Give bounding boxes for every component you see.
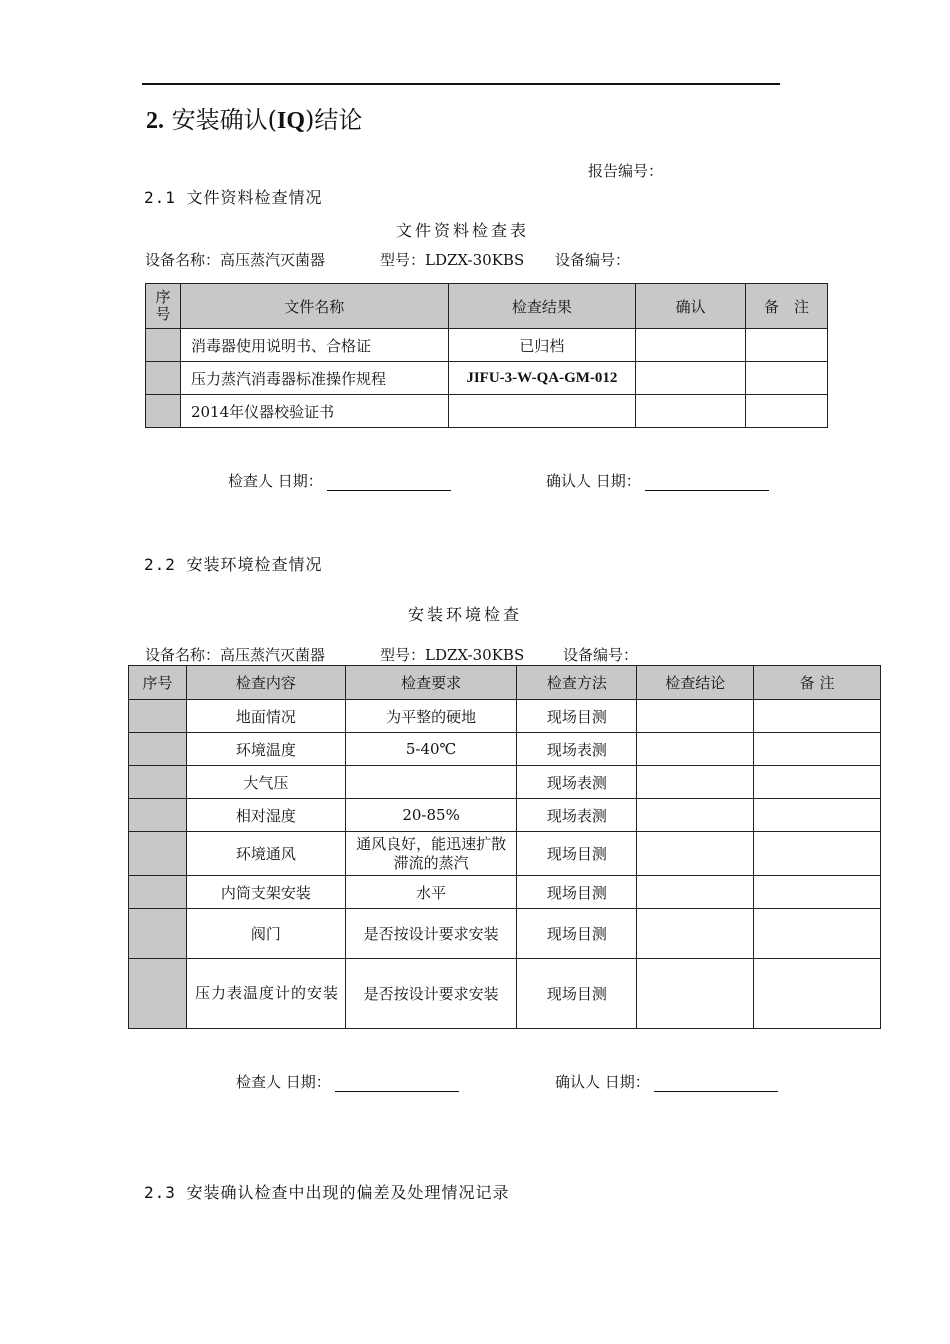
conclusion-cell [637,733,754,766]
table-row [146,329,828,362]
section-2-1-title: 2.1 文件资料检查情况 [144,188,323,207]
confirm-cell [636,362,746,395]
document-check-table [145,283,828,428]
note-cell [754,700,881,733]
row-index-cell [129,959,187,1029]
confirmer-label: 确认人 日期： [555,1073,650,1091]
doc-table-title: 文件资料检查表 [396,221,530,240]
table-row [129,876,881,909]
col-header: 确认 [636,284,746,329]
confirmer-signature-2 [555,1071,778,1092]
table-row [146,362,828,395]
table-row [129,700,881,733]
requirement-cell: 水平 [345,876,517,909]
confirmer-signature [546,470,769,491]
result-cell: JIFU-3-W-QA-GM-012 [448,362,636,395]
note-cell [754,832,881,876]
conclusion-cell [637,959,754,1029]
col-header: 检查内容 [186,666,345,700]
row-index-cell [146,362,181,395]
note-cell [754,766,881,799]
row-index-cell [129,832,187,876]
requirement-cell [345,766,517,799]
col-header: 序号 [129,666,187,700]
col-header: 备 注 [754,666,881,700]
col-header: 检查方法 [517,666,637,700]
confirm-cell [636,329,746,362]
checker-label: 检查人 日期： [228,472,323,490]
requirement-cell: 20-85% [345,799,517,832]
top-rule [142,83,780,85]
method-cell: 现场目测 [517,832,637,876]
row-index-cell [129,909,187,959]
equipment-model: 型号：LDZX-30KBS [380,646,525,664]
table-row [129,766,881,799]
row-index-cell [129,766,187,799]
confirm-cell [636,395,746,428]
report-number-label: 报告编号： [588,162,664,180]
conclusion-cell [637,766,754,799]
signature-line [335,1077,459,1092]
requirement-cell: 5-40℃ [345,733,517,766]
table-row [129,909,881,959]
file-name-cell: 2014年仪器校验证书 [180,395,448,428]
equipment-number: 设备编号： [563,646,639,664]
file-name-cell: 消毒器使用说明书、合格证 [180,329,448,362]
environment-check-table [128,665,881,1029]
col-header: 序号 [146,284,181,329]
table-row [129,733,881,766]
equipment-name: 设备名称：高压蒸汽灭菌器 [145,251,326,269]
table-header [146,284,828,329]
confirmer-label: 确认人 日期： [546,472,641,490]
table-header [129,666,881,700]
file-name-cell: 压力蒸汽消毒器标准操作规程 [180,362,448,395]
result-cell: 已归档 [448,329,636,362]
table-row [146,395,828,428]
note-cell [754,733,881,766]
item-cell: 压力表温度计的安装 [186,959,345,1029]
note-cell [746,329,828,362]
result-cell [448,395,636,428]
row-index-cell [146,329,181,362]
item-cell: 环境温度 [186,733,345,766]
note-cell [754,799,881,832]
col-header: 文件名称 [180,284,448,329]
col-header: 备 注 [746,284,828,329]
requirement-cell: 为平整的硬地 [345,700,517,733]
table-row [129,832,881,876]
env-table-title: 安装环境检查 [408,605,523,624]
equipment-model: 型号：LDZX-30KBS [380,251,525,269]
item-cell: 地面情况 [186,700,345,733]
conclusion-cell [637,700,754,733]
checker-label: 检查人 日期： [236,1073,331,1091]
conclusion-cell [637,909,754,959]
conclusion-cell [637,799,754,832]
equipment-name: 设备名称：高压蒸汽灭菌器 [145,646,326,664]
doc-equipment-line [145,249,630,270]
requirement-cell: 通风良好，能迅速扩散滞流的蒸汽 [345,832,517,876]
row-index-cell [129,700,187,733]
conclusion-cell [637,832,754,876]
signature-line [645,476,769,491]
col-header: 检查结论 [637,666,754,700]
note-cell [754,876,881,909]
note-cell [746,395,828,428]
note-cell [754,909,881,959]
env-equipment-line [145,644,638,665]
method-cell: 现场表测 [517,733,637,766]
method-cell: 现场目测 [517,876,637,909]
signature-line [327,476,451,491]
equipment-number: 设备编号： [555,251,631,269]
conclusion-cell [637,876,754,909]
checker-signature [228,470,451,491]
section-2-2-title: 2.2 安装环境检查情况 [144,555,323,574]
col-header: 检查结果 [448,284,636,329]
item-cell: 内筒支架安装 [186,876,345,909]
section-heading: 2. 安装确认(IQ)结论 [146,106,363,134]
note-cell [746,362,828,395]
requirement-cell: 是否按设计要求安装 [345,959,517,1029]
row-index-cell [129,799,187,832]
item-cell: 阀门 [186,909,345,959]
note-cell [754,959,881,1029]
item-cell: 环境通风 [186,832,345,876]
method-cell: 现场目测 [517,909,637,959]
checker-signature-2 [236,1071,459,1092]
item-cell: 相对湿度 [186,799,345,832]
method-cell: 现场目测 [517,959,637,1029]
requirement-cell: 是否按设计要求安装 [345,909,517,959]
method-cell: 现场目测 [517,700,637,733]
col-header: 检查要求 [345,666,517,700]
row-index-cell [129,733,187,766]
row-index-cell [129,876,187,909]
signature-line [654,1077,778,1092]
row-index-cell [146,395,181,428]
method-cell: 现场表测 [517,766,637,799]
table-row [129,959,881,1029]
table-row [129,799,881,832]
method-cell: 现场表测 [517,799,637,832]
section-2-3-title: 2.3 安装确认检查中出现的偏差及处理情况记录 [144,1183,510,1202]
item-cell: 大气压 [186,766,345,799]
